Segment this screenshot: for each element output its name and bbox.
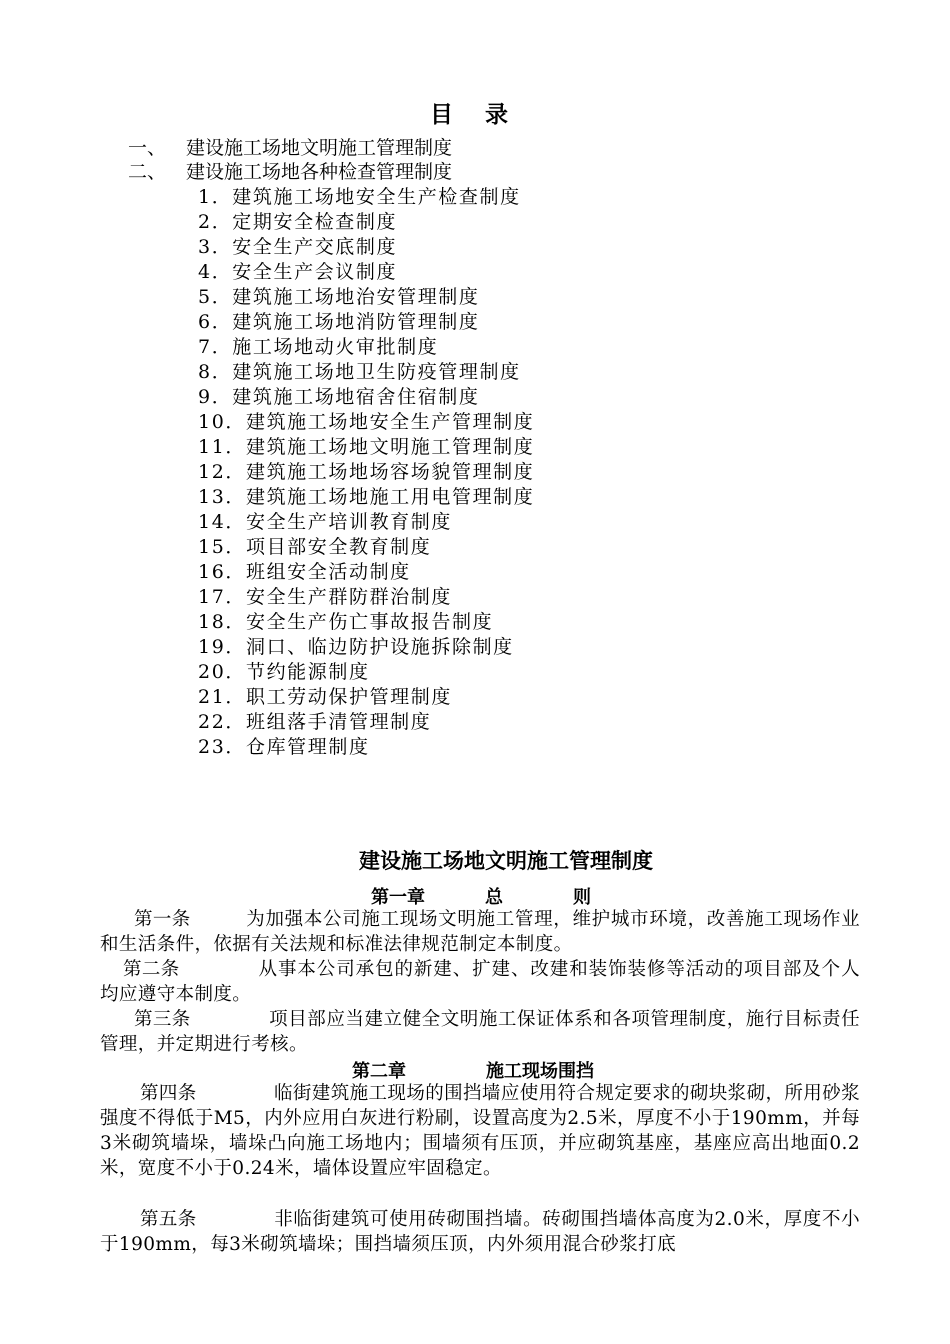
toc-sub-list (198, 185, 534, 760)
toc-sub-item: 2．定期安全检查制度 (198, 211, 398, 233)
document-title: 建设施工场地文明施工管理制度 (359, 849, 653, 873)
article-3 (100, 1007, 860, 1057)
chapter-number: 第一章 (371, 887, 425, 908)
toc-sub-item: 23．仓库管理制度 (198, 736, 370, 758)
toc-sub-item: 5．建筑施工场地治安管理制度 (198, 286, 480, 308)
toc-sub-item: 10．建筑施工场地安全生产管理制度 (198, 411, 535, 433)
article-label: 第二条 (123, 959, 180, 980)
toc-item-label: 建设施工场地文明施工管理制度 (186, 137, 453, 159)
toc-sub-item: 7．施工场地动火审批制度 (198, 336, 439, 358)
article-2 (100, 957, 860, 1007)
toc-sub-item: 14．安全生产培训教育制度 (198, 511, 452, 533)
toc-sub-item: 18．安全生产伤亡事故报告制度 (198, 611, 494, 633)
toc-sub-item: 16．班组安全活动制度 (198, 561, 411, 583)
chapter-heading-2 (352, 1057, 594, 1083)
article-text: 非临街建筑可使用砖砌围挡墙。砖砌围挡墙体高度为2.0米，厚度不小于190mm，每3米砌筑墙垛；围挡墙须压顶，内外须用混合砂浆打底 (100, 1209, 860, 1255)
toc-sub-item: 9．建筑施工场地宿舍住宿制度 (198, 386, 480, 408)
toc-item-number: 一、 (128, 137, 167, 159)
article-text: 从事本公司承包的新建、扩建、改建和装饰装修等活动的项目部及个人均应遵守本制度。 (100, 959, 860, 1005)
article-5 (100, 1207, 860, 1257)
toc-sub-item: 3．安全生产交底制度 (198, 236, 398, 258)
article-4 (100, 1081, 860, 1181)
toc-item-number: 二、 (128, 161, 167, 183)
article-text: 临街建筑施工现场的围挡墙应使用符合规定要求的砌块浆砌，所用砂浆强度不得低于M5，内外应用白灰进行粉刷，设置高度为2.5米，厚度不小于190mm，并每3米砌筑墙垛，墙垛凸向施工场地内；围墙须有压顶，并应砌筑基座，基座应高出地面0.2米，宽度不小于0.24米，墙体设置应牢固稳定。 (100, 1083, 860, 1179)
toc-sub-item: 12．建筑施工场地场容场貌管理制度 (198, 461, 535, 483)
toc-item-label: 建设施工场地各种检查管理制度 (186, 161, 453, 183)
toc-sub-item: 13．建筑施工场地施工用电管理制度 (198, 486, 535, 508)
toc-sub-item: 8．建筑施工场地卫生防疫管理制度 (198, 361, 521, 383)
article-text: 项目部应当建立健全文明施工保证体系和各项管理制度，施行目标责任管理，并定期进行考核。 (100, 1009, 860, 1055)
chapter-heading-1 (371, 883, 591, 909)
toc-sub-item: 6．建筑施工场地消防管理制度 (198, 311, 480, 333)
toc-sub-item: 4．安全生产会议制度 (198, 261, 398, 283)
toc-sub-item: 21．职工劳动保护管理制度 (198, 686, 452, 708)
toc-sub-item: 11．建筑施工场地文明施工管理制度 (198, 436, 535, 458)
article-1 (100, 907, 860, 957)
article-label: 第三条 (134, 1009, 191, 1030)
article-text: 为加强本公司施工现场文明施工管理，维护城市环境，改善施工现场作业和生活条件，依据有关法规和标准法律规范制定本制度。 (100, 909, 860, 955)
toc-item-2 (128, 160, 452, 185)
toc-sub-item: 17．安全生产群防群治制度 (198, 586, 452, 608)
toc-item-1 (128, 136, 452, 161)
toc-title: 目 录 (429, 102, 520, 128)
chapter-word: 则 (573, 887, 591, 908)
toc-sub-item: 19．洞口、临边防护设施拆除制度 (198, 636, 514, 658)
article-label: 第一条 (134, 909, 191, 930)
toc-sub-item: 22．班组落手清管理制度 (198, 711, 432, 733)
article-label: 第四条 (140, 1083, 197, 1104)
toc-sub-item: 20．节约能源制度 (198, 661, 370, 683)
toc-sub-item: 1．建筑施工场地安全生产检查制度 (198, 186, 521, 208)
toc-sub-item: 15．项目部安全教育制度 (198, 536, 432, 558)
chapter-word: 总 (485, 887, 503, 908)
article-label: 第五条 (140, 1209, 197, 1230)
chapter-title: 施工现场围挡 (486, 1061, 594, 1082)
chapter-number: 第二章 (352, 1061, 406, 1082)
